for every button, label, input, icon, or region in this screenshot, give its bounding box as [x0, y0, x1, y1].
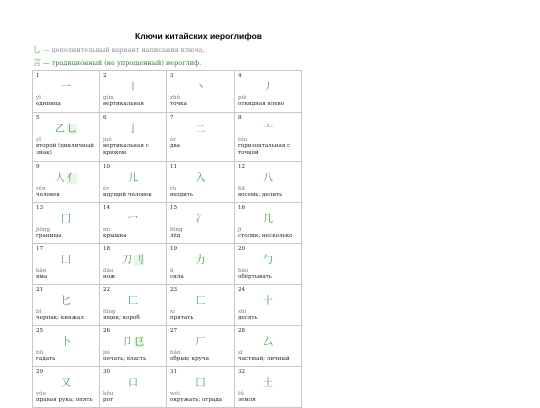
radical-glyph: 刀 — [122, 254, 132, 266]
radical-meaning: горизонтальная с точкой — [238, 143, 291, 156]
radical-number: 18 — [103, 246, 111, 252]
radical-meaning: столик; несколько — [238, 233, 293, 240]
radical-cell — [167, 113, 235, 162]
radical-meaning: сила — [170, 274, 184, 281]
radical-cell — [235, 113, 302, 162]
radical-glyph-group — [103, 254, 163, 267]
radical-number: 11 — [170, 164, 178, 170]
radical-glyph: 冖 — [128, 213, 138, 225]
radical-meaning: вертикальная — [103, 101, 144, 108]
radical-meaning: крышка — [103, 233, 127, 240]
radical-number: 30 — [103, 369, 111, 375]
radical-cell — [33, 71, 100, 113]
radical-variant-glyph: 乚 — [67, 123, 77, 135]
radical-pinyin: jué — [103, 136, 112, 143]
radical-number: 27 — [170, 328, 178, 334]
radical-meaning: точка — [170, 101, 187, 108]
radical-cell — [33, 244, 100, 285]
radical-glyph: 二 — [195, 123, 206, 135]
radical-glyph-group — [170, 213, 231, 226]
radical-glyph-group — [170, 172, 231, 185]
radical-cell — [33, 203, 100, 244]
radical-cell — [167, 367, 235, 408]
radical-glyph: 口 — [128, 377, 138, 389]
radical-cell — [33, 113, 100, 162]
radical-pinyin: piě — [238, 94, 247, 101]
radical-number: 4 — [238, 73, 242, 79]
radical-meaning: яма — [36, 274, 48, 281]
radical-glyph-group — [238, 172, 298, 185]
radical-number: 12 — [238, 164, 246, 170]
radical-meaning: обёртывать — [238, 274, 272, 281]
radical-glyph-group — [170, 377, 231, 390]
radical-pinyin: bāo — [238, 267, 249, 274]
radical-glyph-group — [103, 213, 163, 226]
variant-glyph: 乚 — [33, 45, 41, 54]
radical-pinyin: yǐ — [36, 136, 41, 143]
radical-number: 20 — [238, 246, 246, 252]
radical-pinyin: zhǔ — [170, 94, 181, 101]
radical-cell — [235, 71, 302, 113]
radical-glyph: 卩 — [122, 336, 132, 348]
radical-variant-glyph: 亻 — [67, 172, 77, 184]
radical-cell — [33, 367, 100, 408]
radical-number: 1 — [36, 73, 40, 79]
radical-glyph: 入 — [195, 172, 206, 184]
radical-glyph-group — [170, 254, 231, 267]
radical-pinyin: dāo — [103, 267, 114, 274]
radical-meaning: нож — [103, 274, 116, 281]
radical-cell — [167, 203, 235, 244]
radical-glyph: 囗 — [195, 377, 206, 389]
radical-glyph-group — [103, 172, 163, 185]
radical-pinyin: shí — [238, 308, 247, 315]
radical-pinyin: xì — [170, 308, 175, 315]
radical-glyph: 匸 — [195, 295, 206, 307]
radical-meaning: лёд — [170, 233, 181, 240]
variant-description: — дополнительный вариант написания ключа; — [43, 46, 205, 54]
radical-glyph: 土 — [263, 377, 273, 389]
radical-meaning: идущий человек — [103, 192, 152, 199]
radical-meaning: окружать; ограда — [170, 397, 223, 404]
radical-glyph-group — [238, 81, 298, 94]
radical-number: 8 — [238, 115, 242, 121]
radical-glyph-group — [36, 123, 96, 136]
radical-meaning: земля — [238, 397, 256, 404]
radical-number: 29 — [36, 369, 44, 375]
radical-glyph-group — [238, 295, 298, 308]
radical-number: 24 — [238, 287, 246, 293]
radical-cell — [167, 326, 235, 367]
radical-glyph: 勹 — [263, 254, 273, 266]
radical-pinyin: hǎn — [170, 349, 181, 356]
radical-pinyin: gǔn — [103, 94, 114, 101]
radical-pinyin: ér — [103, 185, 109, 192]
radical-cell — [100, 203, 167, 244]
radical-pinyin: kǒu — [103, 390, 114, 397]
radical-meaning: десять — [238, 315, 258, 322]
radical-glyph: 丿 — [263, 81, 273, 93]
radical-glyph-group — [103, 336, 163, 349]
radical-glyph-group — [36, 254, 96, 267]
radical-glyph-group — [103, 377, 163, 390]
radical-number: 23 — [170, 287, 178, 293]
radical-pinyin: èr — [170, 136, 176, 143]
radical-glyph-group — [170, 336, 231, 349]
radical-glyph: 匚 — [128, 295, 138, 307]
radical-cell — [235, 326, 302, 367]
radical-glyph: 匕 — [61, 295, 71, 307]
radical-pinyin: bā — [238, 185, 245, 192]
radical-cell — [33, 162, 100, 203]
radical-pinyin: fāng — [103, 308, 116, 315]
radical-number: 22 — [103, 287, 111, 293]
radical-number: 21 — [36, 287, 44, 293]
radical-cell — [235, 285, 302, 326]
radical-meaning: второй (цикличный знак) — [36, 143, 94, 156]
radical-meaning: восемь; делить — [238, 192, 283, 199]
radical-glyph-group — [170, 123, 231, 136]
radical-glyph: 厶 — [263, 336, 273, 348]
radical-meaning: прятать — [170, 315, 194, 322]
radical-glyph: 八 — [263, 172, 273, 184]
radical-number: 9 — [36, 164, 40, 170]
radical-meaning: вертикальная с крюком — [103, 143, 149, 156]
radical-glyph: 凵 — [61, 254, 71, 266]
radical-glyph: 亅 — [128, 123, 138, 135]
radical-meaning: входить — [170, 192, 193, 199]
radical-number: 31 — [170, 369, 178, 375]
radical-meaning: черпак; кинжал — [36, 315, 84, 322]
radical-glyph: 儿 — [128, 172, 138, 184]
radical-number: 26 — [103, 328, 111, 334]
radical-glyph-group — [170, 295, 231, 308]
radical-pinyin: tóu — [238, 136, 248, 143]
radical-glyph-group — [103, 123, 163, 136]
radical-meaning: гадать — [36, 356, 56, 363]
radical-pinyin: jiōng — [36, 226, 51, 233]
radical-cell — [100, 326, 167, 367]
radical-glyph-group — [238, 377, 298, 390]
radical-pinyin: mì — [103, 226, 111, 233]
radical-meaning: печать; власть — [103, 356, 147, 363]
radical-cell — [167, 285, 235, 326]
radical-number: 3 — [170, 73, 174, 79]
radical-glyph: 卜 — [61, 336, 71, 348]
radical-number: 19 — [170, 246, 178, 252]
radical-cell — [235, 203, 302, 244]
radical-cell — [100, 162, 167, 203]
radical-glyph-group — [238, 213, 298, 226]
radical-pinyin: bīng — [170, 226, 183, 233]
radical-glyph-group — [103, 295, 163, 308]
radical-glyph-group — [36, 336, 96, 349]
radical-pinyin: jié — [103, 349, 110, 356]
radical-glyph-group — [238, 123, 298, 136]
radical-number: 10 — [103, 164, 111, 170]
radical-number: 13 — [36, 205, 44, 211]
radical-cell — [100, 244, 167, 285]
radical-meaning: откидная влево — [238, 101, 285, 108]
radical-pinyin: wéi — [170, 390, 180, 397]
radical-meaning: единица — [36, 101, 61, 108]
radical-glyph: 一 — [61, 81, 71, 93]
radical-number: 16 — [238, 205, 246, 211]
radical-number: 7 — [170, 115, 174, 121]
radical-meaning: границы — [36, 233, 62, 240]
radical-glyph: 人 — [55, 172, 65, 184]
radical-pinyin: bǐ — [36, 308, 42, 315]
radical-cell — [167, 244, 235, 285]
legend-traditional — [33, 57, 201, 68]
radical-variant-glyph: 㔾 — [134, 336, 144, 348]
radical-meaning: ящик; короб — [103, 315, 140, 322]
radical-glyph-group — [36, 172, 96, 185]
page-title: Ключи китайских иероглифов — [135, 31, 262, 41]
radical-cell — [235, 162, 302, 203]
radical-number: 6 — [103, 115, 107, 121]
radical-number: 15 — [170, 205, 178, 211]
radical-cell — [235, 244, 302, 285]
radical-glyph: 十 — [263, 295, 273, 307]
radical-glyph: 力 — [195, 254, 206, 266]
radical-glyph-group — [103, 81, 163, 94]
radical-pinyin: sī — [238, 349, 243, 356]
radical-glyph: 乙 — [55, 123, 65, 135]
radical-meaning: два — [170, 143, 180, 150]
radical-meaning: правая рука; опять — [36, 397, 93, 404]
radical-pinyin: tǔ — [238, 390, 244, 397]
radical-glyph: 几 — [263, 213, 273, 225]
radical-variant-glyph: 刂 — [134, 254, 144, 266]
radical-glyph-group — [36, 295, 96, 308]
radical-pinyin: lì — [170, 267, 174, 274]
radical-glyph: 冫 — [195, 213, 206, 225]
radical-number: 32 — [238, 369, 246, 375]
legend-variant — [33, 44, 205, 55]
radical-number: 14 — [103, 205, 111, 211]
radical-cell — [100, 285, 167, 326]
radical-pinyin: bǔ — [36, 349, 44, 356]
radical-glyph: 冂 — [61, 213, 71, 225]
radical-number: 17 — [36, 246, 44, 252]
radical-pinyin: kǎn — [36, 267, 47, 274]
radical-meaning: человек — [36, 192, 60, 199]
radical-cell — [100, 113, 167, 162]
radical-pinyin: yòu — [36, 390, 47, 397]
radical-glyph-group — [36, 81, 96, 94]
radical-glyph: 丶 — [195, 81, 206, 93]
radical-glyph-group — [238, 336, 298, 349]
radical-cell — [167, 71, 235, 113]
radical-glyph-group — [238, 254, 298, 267]
radical-cell — [33, 326, 100, 367]
radical-pinyin: yī — [36, 94, 41, 101]
radical-cell — [33, 285, 100, 326]
traditional-glyph: 言 — [33, 58, 41, 67]
radical-meaning: рот — [103, 397, 114, 404]
radicals-table — [32, 70, 302, 408]
radical-number: 5 — [36, 115, 40, 121]
radical-cell — [235, 367, 302, 408]
radical-cell — [100, 367, 167, 408]
radical-glyph-group — [36, 377, 96, 390]
radical-cell — [167, 162, 235, 203]
radical-pinyin: jī — [238, 226, 242, 233]
radical-glyph: 又 — [61, 377, 71, 389]
radical-meaning: обрыв; круча — [170, 356, 209, 363]
radical-cell — [100, 71, 167, 113]
radical-pinyin: rù — [170, 185, 177, 192]
radical-number: 2 — [103, 73, 107, 79]
traditional-description: — традиционный (не упрощенный) иероглиф. — [43, 59, 202, 67]
radical-meaning: частный; личный — [238, 356, 290, 363]
radical-number: 25 — [36, 328, 44, 334]
radical-glyph: 丨 — [128, 81, 138, 93]
radical-glyph-group — [36, 213, 96, 226]
radical-pinyin: rén — [36, 185, 46, 192]
radical-glyph: 亠 — [263, 123, 273, 135]
radical-number: 28 — [238, 328, 246, 334]
radical-glyph-group — [170, 81, 231, 94]
radical-glyph: 厂 — [195, 336, 206, 348]
